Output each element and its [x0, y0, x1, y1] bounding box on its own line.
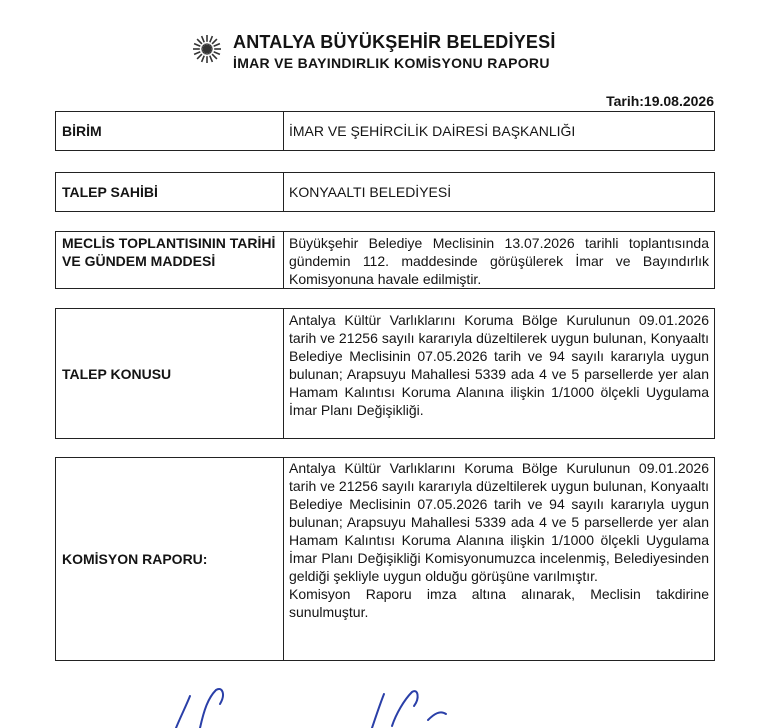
- komisyon-value: [284, 458, 714, 660]
- komisyon-text: Antalya Kültür Varlıklarını Koruma Bölge Kurulunun 09.01.2026 tarih ve 21256 sayılı kararıyla düzeltilerek uygun bulunan, Konyaaltı Belediye Meclisinin 07.05.2026 tarih ve 94 sayılı kararıyla uygun bulunan; Arapsuyu Mahallesi 5339 ada 4 ve 5 parsellerde yer alan Hamam Kalıntısı Koruma Alanına ilişkin 1/1000 ölçekli Uygulama İmar Planı Değişikliği Komisyonumuzca incelenmiş, Belediyesinden geldiği şekliyle uygun olduğu görüşüne varılmıştır.: [289, 460, 709, 584]
- document-subtitle: İMAR VE BAYINDIRLIK KOMİSYONU RAPORU: [233, 55, 550, 71]
- sunburst-logo-icon: [192, 34, 222, 64]
- signature-image: [0, 680, 762, 728]
- talep-konusu-label: TALEP KONUSU: [56, 309, 284, 438]
- meclis-label: MECLİS TOPLANTISININ TARİHİ VE GÜNDEM MADDESİ: [56, 232, 284, 288]
- birim-label: BİRİM: [56, 112, 284, 150]
- row-meclis: [55, 231, 715, 289]
- row-talep-konusu: [55, 308, 715, 439]
- row-talep-sahibi: [55, 172, 715, 212]
- talep-sahibi-label: TALEP SAHİBİ: [56, 173, 284, 211]
- document-title: ANTALYA BÜYÜKŞEHİR BELEDİYESİ: [233, 32, 556, 52]
- row-birim: [55, 111, 715, 151]
- meclis-value: Büyükşehir Belediye Meclisinin 13.07.2026 tarihli toplantısında gündemin 112. maddesinde görüşülerek İmar ve Bayındırlık Komisyonuna havale edilmiştir.: [289, 235, 709, 287]
- report-date: Tarih:19.08.2026: [606, 93, 714, 109]
- talep-sahibi-value: KONYAALTI BELEDİYESİ: [289, 184, 452, 200]
- komisyon-closing-text: Komisyon Raporu imza altına alınarak, Meclisin takdirine sunulmuştur.: [289, 586, 709, 620]
- komisyon-label: KOMİSYON RAPORU:: [56, 458, 284, 660]
- row-komisyon-raporu: [55, 457, 715, 661]
- talep-konusu-value: Antalya Kültür Varlıklarını Koruma Bölge Kurulunun 09.01.2026 tarih ve 21256 sayılı kararıyla düzeltilerek uygun bulunan, Konyaaltı Belediye Meclisinin 07.05.2026 tarih ve 94 sayılı kararıyla uygun bulunan; Arapsuyu Mahallesi 5339 ada 4 ve 5 parsellerde yer alan Hamam Kalıntısı Koruma Alanına ilişkin 1/1000 ölçekli Uygulama İmar Planı Değişikliği.: [289, 312, 709, 418]
- birim-value: İMAR VE ŞEHİRCİLİK DAİRESİ BAŞKANLIĞI: [289, 123, 576, 139]
